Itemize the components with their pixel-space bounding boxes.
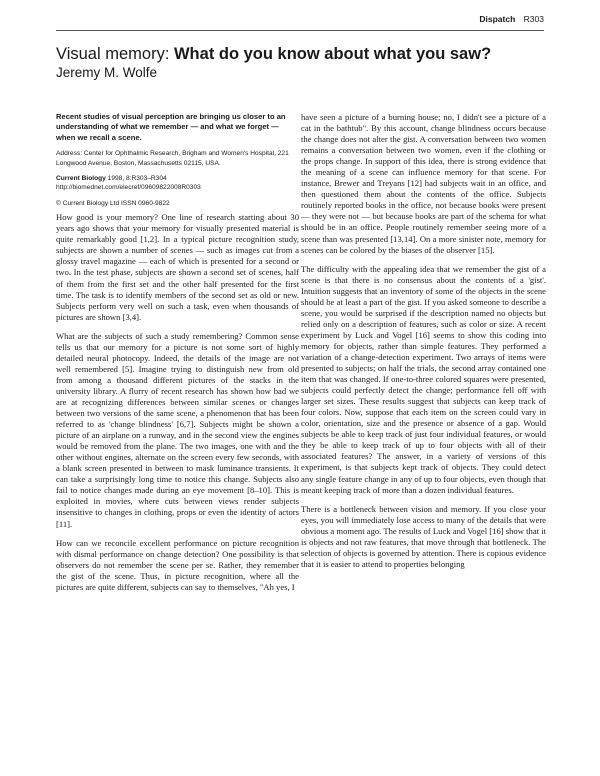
copyright: © Current Biology Ltd ISSN 0960-9822 <box>56 199 170 207</box>
abstract: Recent studies of visual perception are bringing us closer to an understanding of what we remember — and what we forget — when we recall a scene. <box>56 112 286 142</box>
body-paragraph: How can we reconcile excellent performance on picture recognition with dismal performance on change detection? One possibility is that observers do not remember the scene per se. Rather, they remember the gist of the scene. Thus, in picture recognition, where all the pictures are quite different, subjects can say to themselves, "Ah yes, I <box>56 537 299 592</box>
doi-url[interactable]: http://biomednet.com/elecref/09609822008R0303 <box>56 184 201 192</box>
body-paragraph: have seen a picture of a burning house; no, I didn't see a picture of a cat in the bathtub". By this account, change blindness occurs because the change does not alter the gist. A conversation between two women remains a conversation between two women, even if the clothing or the props change. In support of this idea, there is strong evidence that the meaning of a scene can influence memory for that scene. For instance, Brewer and Treyans [12] had subjects wait in an office, and then questioned them about the contents of the office. Subjects routinely reported books in the office, not because books were present — they were not — but because books are part of the schema for what should be in an office. People routinely remember seeing more of a scene than was presented [13,14]. On a more sinister note, memory for scenes can be colored by the biases of the observer [15]. <box>301 112 546 255</box>
author: Jeremy M. Wolfe <box>56 65 158 80</box>
title-lead: Visual memory: <box>56 45 174 63</box>
page-number: R303 <box>523 14 544 24</box>
title-main: What do you know about what you saw? <box>173 45 492 63</box>
article-title <box>56 44 560 64</box>
journal-name: Current Biology <box>56 175 106 183</box>
body-paragraph: How good is your memory? One line of research starting about 30 years ago shows that your memory for visually presented material is quite remarkably good [1,2]. In a typical picture recognition study, subjects are shown a number of scenes — such as images cut from a glossy travel magazine — each of which is presented for a second or two. In the test phase, subjects are shown a second set of scenes, half of them from the first set and the other half presented for the first time. The task is to identify members of the second set as old or new. Subjects perform very well on such a task, even when thousands of pictures are shown [3,4]. <box>56 212 299 322</box>
body-paragraph: There is a bottleneck between vision and memory. If you close your eyes, you will immediately lose access to many of the details that were obvious a moment ago. The results of Luck and Vogel [16] show that it is objects and not raw features, that move through that bottleneck. The selection of objects is governed by attention. There is copious evidence that it is easier to attend to properties belonging <box>301 503 546 569</box>
running-head <box>479 14 544 24</box>
right-column <box>301 112 546 578</box>
citation <box>56 174 299 183</box>
section-label: Dispatch <box>479 14 516 24</box>
citation-details: 1998, 8:R303–R304 <box>105 175 167 183</box>
body-paragraph: The difficulty with the appealing idea that we remember the gist of a scene is that there is no consensus about the contents of a 'gist'. Intuition suggests that an inventory of some of the objects in the scene should be at least a part of the gist. If you asked someone to describe a scene, you would be surprised if the description named no objects but relied only on a description of features, such as color or size. A recent experiment by Luck and Vogel [16] seems to show this coding into memory for objects, rather than simple features. They performed a variation of a change-detection experiment. Two arrays of items were presented to subjects; on half the trials, the second array contained one item that was changed. If one-to-three colored squares were presented, subjects could perfectly detect the change; performance fell off with larger set sizes. These results suggest that subjects can keep track of four colors. Now, suppose that each item on the screen could vary in color, orientation, size and the presence or absence of a gap. Would subjects be able to keep track of just four individual features, or would they be able to keep track of up to four objects with all of their associated features? The answer, in a variety of versions of this experiment, is that subjects kept track of objects. They could detect any single feature change in any of up to four objects, even though that meant keeping track of more than a dozen individual features. <box>301 263 546 495</box>
address: Address: Center for Ophthalmic Research, Brigham and Women's Hospital, 221 Longwood Avenue, Boston, Massachusetts 02115, USA. <box>56 150 289 167</box>
body-paragraph: What are the subjects of such a study remembering? Common sense tells us that our memory for a picture is not some sort of highly detailed neural photocopy. Indeed, the details of the image are not well remembered [5]. Imagine trying to distinguish new from old from among a thousand different pictures of the stacks in the university library. A flurry of recent research has shown how bad we are at recognizing differences between similar scenes or changes between two versions of the same scene, a phenomenon that has been referred to as 'change blindness' [6,7]. Subjects might be shown a picture of an airplane on a runway, and in the second view the engines would be removed from the plane. The two images, one with and the other without engines, alternate on the screen every few seconds, with a blank screen presented in between to mask luminance transients. It can take a surprisingly long time to notice this change. Subjects also fail to notice changes made during an eye movement [8–10]. This is exploited in movies, where cuts between views render subjects insensitive to changes in clothing, props or even the identity of actors [11]. <box>56 330 299 529</box>
left-column <box>56 112 299 601</box>
header-rule <box>56 30 544 31</box>
